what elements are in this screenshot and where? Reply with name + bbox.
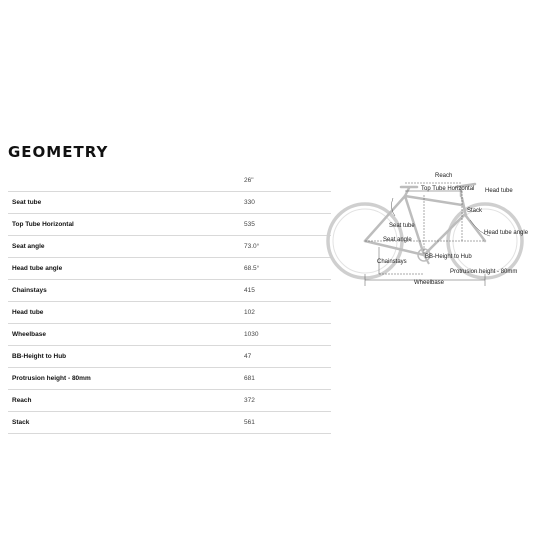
label-wheelbase: Wheelbase xyxy=(414,280,445,286)
row-label: Protrusion height - 80mm xyxy=(12,375,91,382)
row-value: 1030 xyxy=(244,331,259,338)
table-row xyxy=(8,390,331,412)
row-value: 681 xyxy=(244,375,255,382)
table-row xyxy=(8,368,331,390)
page-title: GEOMETRY xyxy=(8,143,109,161)
table-row xyxy=(8,346,331,368)
geometry-table xyxy=(8,170,331,434)
row-label: Chainstays xyxy=(12,287,47,294)
row-label: Stack xyxy=(12,419,30,426)
row-label: BB-Height to Hub xyxy=(12,353,67,360)
label-top-tube: Top Tube Horizontal xyxy=(421,186,475,192)
row-label: Head tube xyxy=(12,309,44,316)
table-row xyxy=(8,214,331,236)
row-label: Wheelbase xyxy=(12,331,46,338)
label-bb-height: BB-Height to Hub xyxy=(425,254,472,260)
table-row xyxy=(8,258,331,280)
size-header: 26" xyxy=(244,177,254,184)
row-label: Top Tube Horizontal xyxy=(12,221,74,228)
label-reach: Reach xyxy=(435,173,453,179)
table-row xyxy=(8,302,331,324)
label-seat-angle: Seat angle xyxy=(383,237,412,243)
table-row xyxy=(8,324,331,346)
table-row xyxy=(8,412,331,434)
row-label: Seat angle xyxy=(12,243,45,250)
row-value: 372 xyxy=(244,397,255,404)
row-value: 535 xyxy=(244,221,255,228)
label-head-tube-angle: Head tube angle xyxy=(484,230,529,236)
table-row xyxy=(8,236,331,258)
row-value: 561 xyxy=(244,419,255,426)
bike-geometry-diagram xyxy=(325,160,545,300)
table-row xyxy=(8,280,331,302)
row-value: 68.5° xyxy=(244,265,260,272)
row-label: Seat tube xyxy=(12,199,42,206)
bike-frame xyxy=(365,184,485,255)
label-protrusion: Protrusion height - 80mm xyxy=(450,269,518,275)
row-value: 102 xyxy=(244,309,255,316)
row-value: 47 xyxy=(244,353,252,360)
row-label: Reach xyxy=(12,397,32,404)
label-chainstays: Chainstays xyxy=(377,259,407,265)
label-seat-tube: Seat tube xyxy=(389,223,415,229)
row-value: 73.0° xyxy=(244,243,260,250)
row-value: 330 xyxy=(244,199,255,206)
table-header-row xyxy=(8,170,331,192)
row-value: 415 xyxy=(244,287,255,294)
row-label: Head tube angle xyxy=(12,265,63,272)
label-stack: Stack xyxy=(467,208,483,214)
table-row xyxy=(8,192,331,214)
label-head-tube: Head tube xyxy=(485,188,513,194)
